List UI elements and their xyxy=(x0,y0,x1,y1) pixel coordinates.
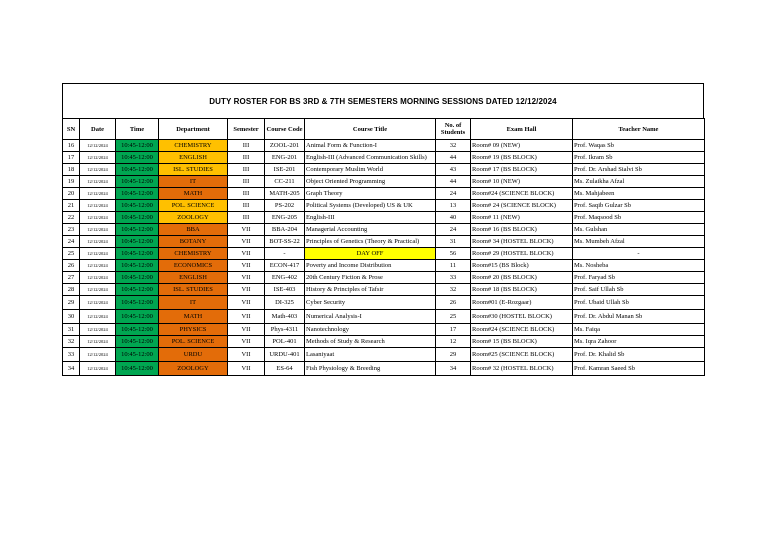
cell-sn: 33 xyxy=(63,348,80,362)
cell-semester: III xyxy=(228,152,265,164)
cell-exam-hall: Room#24 (SCIENCE BLOCK) xyxy=(471,324,573,336)
cell-semester: III xyxy=(228,140,265,152)
roster-table xyxy=(62,118,705,376)
cell-students: 31 xyxy=(436,236,471,248)
cell-date: 12/12/2024 xyxy=(80,224,116,236)
cell-semester: III xyxy=(228,188,265,200)
cell-time: 10:45-12:00 xyxy=(116,272,159,284)
cell-teacher: Ms. Iqra Zahoor xyxy=(573,336,705,348)
cell-teacher: Ms. Gulshan xyxy=(573,224,705,236)
cell-course-title: Lasaniyaat xyxy=(305,348,436,362)
cell-department: BBA xyxy=(159,224,228,236)
col-header-students: No. of Students xyxy=(436,119,471,140)
col-header-course-code: Course Code xyxy=(265,119,305,140)
cell-course-code: DI-325 xyxy=(265,296,305,310)
cell-teacher: - xyxy=(573,248,705,260)
cell-students: 44 xyxy=(436,152,471,164)
cell-teacher: Ms. Nosheba xyxy=(573,260,705,272)
cell-course-code: ISE-403 xyxy=(265,284,305,296)
header-row xyxy=(63,119,705,140)
cell-department: IT xyxy=(159,296,228,310)
cell-sn: 27 xyxy=(63,272,80,284)
cell-exam-hall: Room#15 (BS Block) xyxy=(471,260,573,272)
cell-course-title: Managerial Accounting xyxy=(305,224,436,236)
cell-date: 12/12/2024 xyxy=(80,260,116,272)
col-header-department: Department xyxy=(159,119,228,140)
cell-time: 10:45-12:00 xyxy=(116,348,159,362)
cell-teacher: Prof. Saif Ullah Sb xyxy=(573,284,705,296)
cell-students: 56 xyxy=(436,248,471,260)
cell-semester: VII xyxy=(228,336,265,348)
cell-course-title: Political Systems (Developed) US & UK xyxy=(305,200,436,212)
day-off-cell: DAY OFF xyxy=(305,248,436,260)
cell-date: 12/12/2024 xyxy=(80,164,116,176)
cell-course-code: ISE-201 xyxy=(265,164,305,176)
table-row xyxy=(63,310,705,324)
cell-students: 26 xyxy=(436,296,471,310)
cell-time: 10:45-12:00 xyxy=(116,260,159,272)
cell-time: 10:45-12:00 xyxy=(116,248,159,260)
cell-sn: 23 xyxy=(63,224,80,236)
cell-course-title: English-III xyxy=(305,212,436,224)
cell-date: 12/12/2024 xyxy=(80,284,116,296)
cell-semester: III xyxy=(228,176,265,188)
cell-department: CHEMISTRY xyxy=(159,248,228,260)
table-row xyxy=(63,140,705,152)
cell-department: BOTANY xyxy=(159,236,228,248)
cell-teacher: Ms. Mumbeh Afzal xyxy=(573,236,705,248)
cell-course-code: BBA-204 xyxy=(265,224,305,236)
table-row xyxy=(63,188,705,200)
cell-semester: III xyxy=(228,212,265,224)
col-header-course-title: Course Title xyxy=(305,119,436,140)
cell-teacher: Prof. Maqsood Sb xyxy=(573,212,705,224)
cell-date: 12/12/2024 xyxy=(80,212,116,224)
cell-students: 24 xyxy=(436,188,471,200)
cell-teacher: Prof. Faryad Sb xyxy=(573,272,705,284)
col-header-exam-hall: Exam Hall xyxy=(471,119,573,140)
cell-students: 29 xyxy=(436,348,471,362)
cell-students: 44 xyxy=(436,176,471,188)
cell-course-title: Nanotechnology xyxy=(305,324,436,336)
cell-exam-hall: Room# 24 (SCIENCE BLOCK) xyxy=(471,200,573,212)
cell-semester: VII xyxy=(228,284,265,296)
cell-course-title: 20th Century Fiction & Prose xyxy=(305,272,436,284)
table-row xyxy=(63,224,705,236)
cell-course-title: Methods of Study & Research xyxy=(305,336,436,348)
cell-teacher: Prof. Dr. Arshad Sialvi Sb xyxy=(573,164,705,176)
cell-teacher: Prof. Dr. Khalid Sb xyxy=(573,348,705,362)
cell-department: IT xyxy=(159,176,228,188)
cell-time: 10:45-12:00 xyxy=(116,324,159,336)
cell-exam-hall: Room#25 (SCIENCE BLOCK) xyxy=(471,348,573,362)
cell-course-code: - xyxy=(265,248,305,260)
cell-students: 32 xyxy=(436,140,471,152)
cell-exam-hall: Room#01 (E-Rozgaar) xyxy=(471,296,573,310)
cell-date: 12/12/2024 xyxy=(80,336,116,348)
cell-date: 12/12/2024 xyxy=(80,296,116,310)
cell-course-title: Cyber Security xyxy=(305,296,436,310)
cell-semester: VII xyxy=(228,248,265,260)
cell-time: 10:45-12:00 xyxy=(116,296,159,310)
cell-course-code: POL-401 xyxy=(265,336,305,348)
cell-course-code: ZOOL-201 xyxy=(265,140,305,152)
cell-date: 12/12/2024 xyxy=(80,188,116,200)
cell-time: 10:45-12:00 xyxy=(116,152,159,164)
table-row xyxy=(63,152,705,164)
cell-course-title: Contemporary Muslim World xyxy=(305,164,436,176)
cell-exam-hall: Room# 15 (BS BLOCK) xyxy=(471,336,573,348)
cell-teacher: Prof. Dr. Abdul Manan Sb xyxy=(573,310,705,324)
cell-sn: 17 xyxy=(63,152,80,164)
cell-department: URDU xyxy=(159,348,228,362)
cell-teacher: Prof. Ikram Sb xyxy=(573,152,705,164)
cell-students: 17 xyxy=(436,324,471,336)
cell-exam-hall: Room#30 (HOSTEL BLOCK) xyxy=(471,310,573,324)
cell-semester: VII xyxy=(228,296,265,310)
cell-course-title: Fish Physiology & Breeding xyxy=(305,362,436,376)
cell-department: ENGLISH xyxy=(159,152,228,164)
table-row xyxy=(63,248,705,260)
cell-students: 40 xyxy=(436,212,471,224)
cell-exam-hall: Room# 18 (BS BLOCK) xyxy=(471,284,573,296)
cell-sn: 18 xyxy=(63,164,80,176)
table-row xyxy=(63,272,705,284)
cell-exam-hall: Room# 29 (HOSTEL BLOCK) xyxy=(471,248,573,260)
cell-semester: VII xyxy=(228,310,265,324)
cell-course-code: ECON-417 xyxy=(265,260,305,272)
cell-date: 12/12/2024 xyxy=(80,200,116,212)
cell-teacher: Ms. Zulaikha Afzal xyxy=(573,176,705,188)
duty-roster-sheet xyxy=(62,83,704,376)
cell-date: 12/12/2024 xyxy=(80,362,116,376)
cell-exam-hall: Room# 32 (HOSTEL BLOCK) xyxy=(471,362,573,376)
cell-exam-hall: Room# 16 (BS BLOCK) xyxy=(471,224,573,236)
cell-sn: 21 xyxy=(63,200,80,212)
table-row xyxy=(63,164,705,176)
cell-department: ZOOLOGY xyxy=(159,212,228,224)
cell-sn: 25 xyxy=(63,248,80,260)
cell-date: 12/12/2024 xyxy=(80,272,116,284)
cell-students: 24 xyxy=(436,224,471,236)
col-header-sn: SN xyxy=(63,119,80,140)
cell-date: 12/12/2024 xyxy=(80,310,116,324)
table-row xyxy=(63,260,705,272)
cell-course-code: ENG-402 xyxy=(265,272,305,284)
cell-course-title: Animal Form & Function-I xyxy=(305,140,436,152)
cell-course-title: Numerical Analysis-I xyxy=(305,310,436,324)
cell-sn: 16 xyxy=(63,140,80,152)
cell-time: 10:45-12:00 xyxy=(116,284,159,296)
cell-semester: III xyxy=(228,164,265,176)
cell-sn: 28 xyxy=(63,284,80,296)
cell-sn: 32 xyxy=(63,336,80,348)
cell-department: ISL. STUDIES xyxy=(159,164,228,176)
cell-exam-hall: Room# 20 (BS BLOCK) xyxy=(471,272,573,284)
table-row xyxy=(63,296,705,310)
cell-exam-hall: Room# 11 (NEW) xyxy=(471,212,573,224)
cell-students: 25 xyxy=(436,310,471,324)
table-row xyxy=(63,284,705,296)
cell-time: 10:45-12:00 xyxy=(116,176,159,188)
table-row xyxy=(63,324,705,336)
cell-semester: VII xyxy=(228,324,265,336)
cell-semester: VII xyxy=(228,272,265,284)
cell-semester: VII xyxy=(228,260,265,272)
cell-course-title: Poverty and Income Distribution xyxy=(305,260,436,272)
cell-time: 10:45-12:00 xyxy=(116,362,159,376)
cell-course-code: PS-202 xyxy=(265,200,305,212)
cell-course-title: Object Oriented Programming xyxy=(305,176,436,188)
cell-teacher: Prof. Kamran Saeed Sb xyxy=(573,362,705,376)
cell-course-code: ENG-201 xyxy=(265,152,305,164)
cell-sn: 19 xyxy=(63,176,80,188)
table-row xyxy=(63,348,705,362)
cell-exam-hall: Room# 34 (HOSTEL BLOCK) xyxy=(471,236,573,248)
cell-semester: VII xyxy=(228,236,265,248)
cell-time: 10:45-12:00 xyxy=(116,236,159,248)
cell-semester: VII xyxy=(228,348,265,362)
cell-exam-hall: Room# 17 (BS BLOCK) xyxy=(471,164,573,176)
cell-exam-hall: Room# 09 (NEW) xyxy=(471,140,573,152)
cell-students: 43 xyxy=(436,164,471,176)
cell-time: 10:45-12:00 xyxy=(116,224,159,236)
col-header-date: Date xyxy=(80,119,116,140)
cell-students: 33 xyxy=(436,272,471,284)
cell-course-title: History & Principles of Tafsir xyxy=(305,284,436,296)
cell-date: 12/12/2024 xyxy=(80,176,116,188)
cell-sn: 22 xyxy=(63,212,80,224)
cell-course-title: English-III (Advanced Communication Skills) xyxy=(305,152,436,164)
col-header-teacher: Teacher Name xyxy=(573,119,705,140)
table-row xyxy=(63,200,705,212)
cell-time: 10:45-12:00 xyxy=(116,140,159,152)
cell-time: 10:45-12:00 xyxy=(116,212,159,224)
cell-time: 10:45-12:00 xyxy=(116,336,159,348)
cell-students: 34 xyxy=(436,362,471,376)
cell-semester: VII xyxy=(228,224,265,236)
cell-students: 13 xyxy=(436,200,471,212)
cell-teacher: Prof. Saqib Gulzar Sb xyxy=(573,200,705,212)
cell-time: 10:45-12:00 xyxy=(116,164,159,176)
cell-students: 32 xyxy=(436,284,471,296)
cell-department: MATH xyxy=(159,310,228,324)
cell-course-code: ES-64 xyxy=(265,362,305,376)
cell-teacher: Prof. Ubaid Ullah Sb xyxy=(573,296,705,310)
cell-course-code: MATH-205 xyxy=(265,188,305,200)
cell-department: ISL. STUDIES xyxy=(159,284,228,296)
cell-department: ECONOMICS xyxy=(159,260,228,272)
col-header-semester: Semester xyxy=(228,119,265,140)
cell-course-title: Graph Theory xyxy=(305,188,436,200)
cell-course-code: Phys-4311 xyxy=(265,324,305,336)
cell-semester: VII xyxy=(228,362,265,376)
cell-semester: III xyxy=(228,200,265,212)
table-row xyxy=(63,336,705,348)
cell-department: POL. SCIENCE xyxy=(159,200,228,212)
cell-exam-hall: Room# 10 (NEW) xyxy=(471,176,573,188)
cell-sn: 26 xyxy=(63,260,80,272)
cell-students: 11 xyxy=(436,260,471,272)
cell-sn: 24 xyxy=(63,236,80,248)
cell-department: CHEMISTRY xyxy=(159,140,228,152)
cell-sn: 29 xyxy=(63,296,80,310)
cell-time: 10:45-12:00 xyxy=(116,188,159,200)
cell-teacher: Ms. Mahjabeen xyxy=(573,188,705,200)
cell-course-title: Principles of Genetics (Theory & Practical) xyxy=(305,236,436,248)
cell-course-code: ENG-205 xyxy=(265,212,305,224)
cell-sn: 31 xyxy=(63,324,80,336)
cell-course-code: CC-211 xyxy=(265,176,305,188)
cell-students: 12 xyxy=(436,336,471,348)
cell-exam-hall: Room# 19 (BS BLOCK) xyxy=(471,152,573,164)
cell-teacher: Ms. Faiqa xyxy=(573,324,705,336)
cell-date: 12/12/2024 xyxy=(80,324,116,336)
table-row xyxy=(63,362,705,376)
table-row xyxy=(63,212,705,224)
cell-sn: 34 xyxy=(63,362,80,376)
roster-title: DUTY ROSTER FOR BS 3RD & 7TH SEMESTERS MORNING SESSIONS DATED 12/12/2024 xyxy=(62,83,704,118)
cell-sn: 20 xyxy=(63,188,80,200)
cell-course-code: BOT-SS-22 xyxy=(265,236,305,248)
cell-course-code: URDU-401 xyxy=(265,348,305,362)
cell-date: 12/12/2024 xyxy=(80,248,116,260)
cell-course-code: Math-403 xyxy=(265,310,305,324)
cell-teacher: Prof. Waqas Sb xyxy=(573,140,705,152)
table-row xyxy=(63,236,705,248)
col-header-time: Time xyxy=(116,119,159,140)
cell-date: 12/12/2024 xyxy=(80,348,116,362)
cell-department: ENGLISH xyxy=(159,272,228,284)
cell-sn: 30 xyxy=(63,310,80,324)
cell-date: 12/12/2024 xyxy=(80,152,116,164)
cell-department: POL. SCIENCE xyxy=(159,336,228,348)
cell-date: 12/12/2024 xyxy=(80,236,116,248)
cell-date: 12/12/2024 xyxy=(80,140,116,152)
cell-time: 10:45-12:00 xyxy=(116,310,159,324)
cell-department: ZOOLOGY xyxy=(159,362,228,376)
cell-time: 10:45-12:00 xyxy=(116,200,159,212)
cell-department: MATH xyxy=(159,188,228,200)
table-row xyxy=(63,176,705,188)
cell-exam-hall: Room#24 (SCIENCE BLOCK) xyxy=(471,188,573,200)
roster-body xyxy=(63,140,705,376)
cell-department: PHYSICS xyxy=(159,324,228,336)
